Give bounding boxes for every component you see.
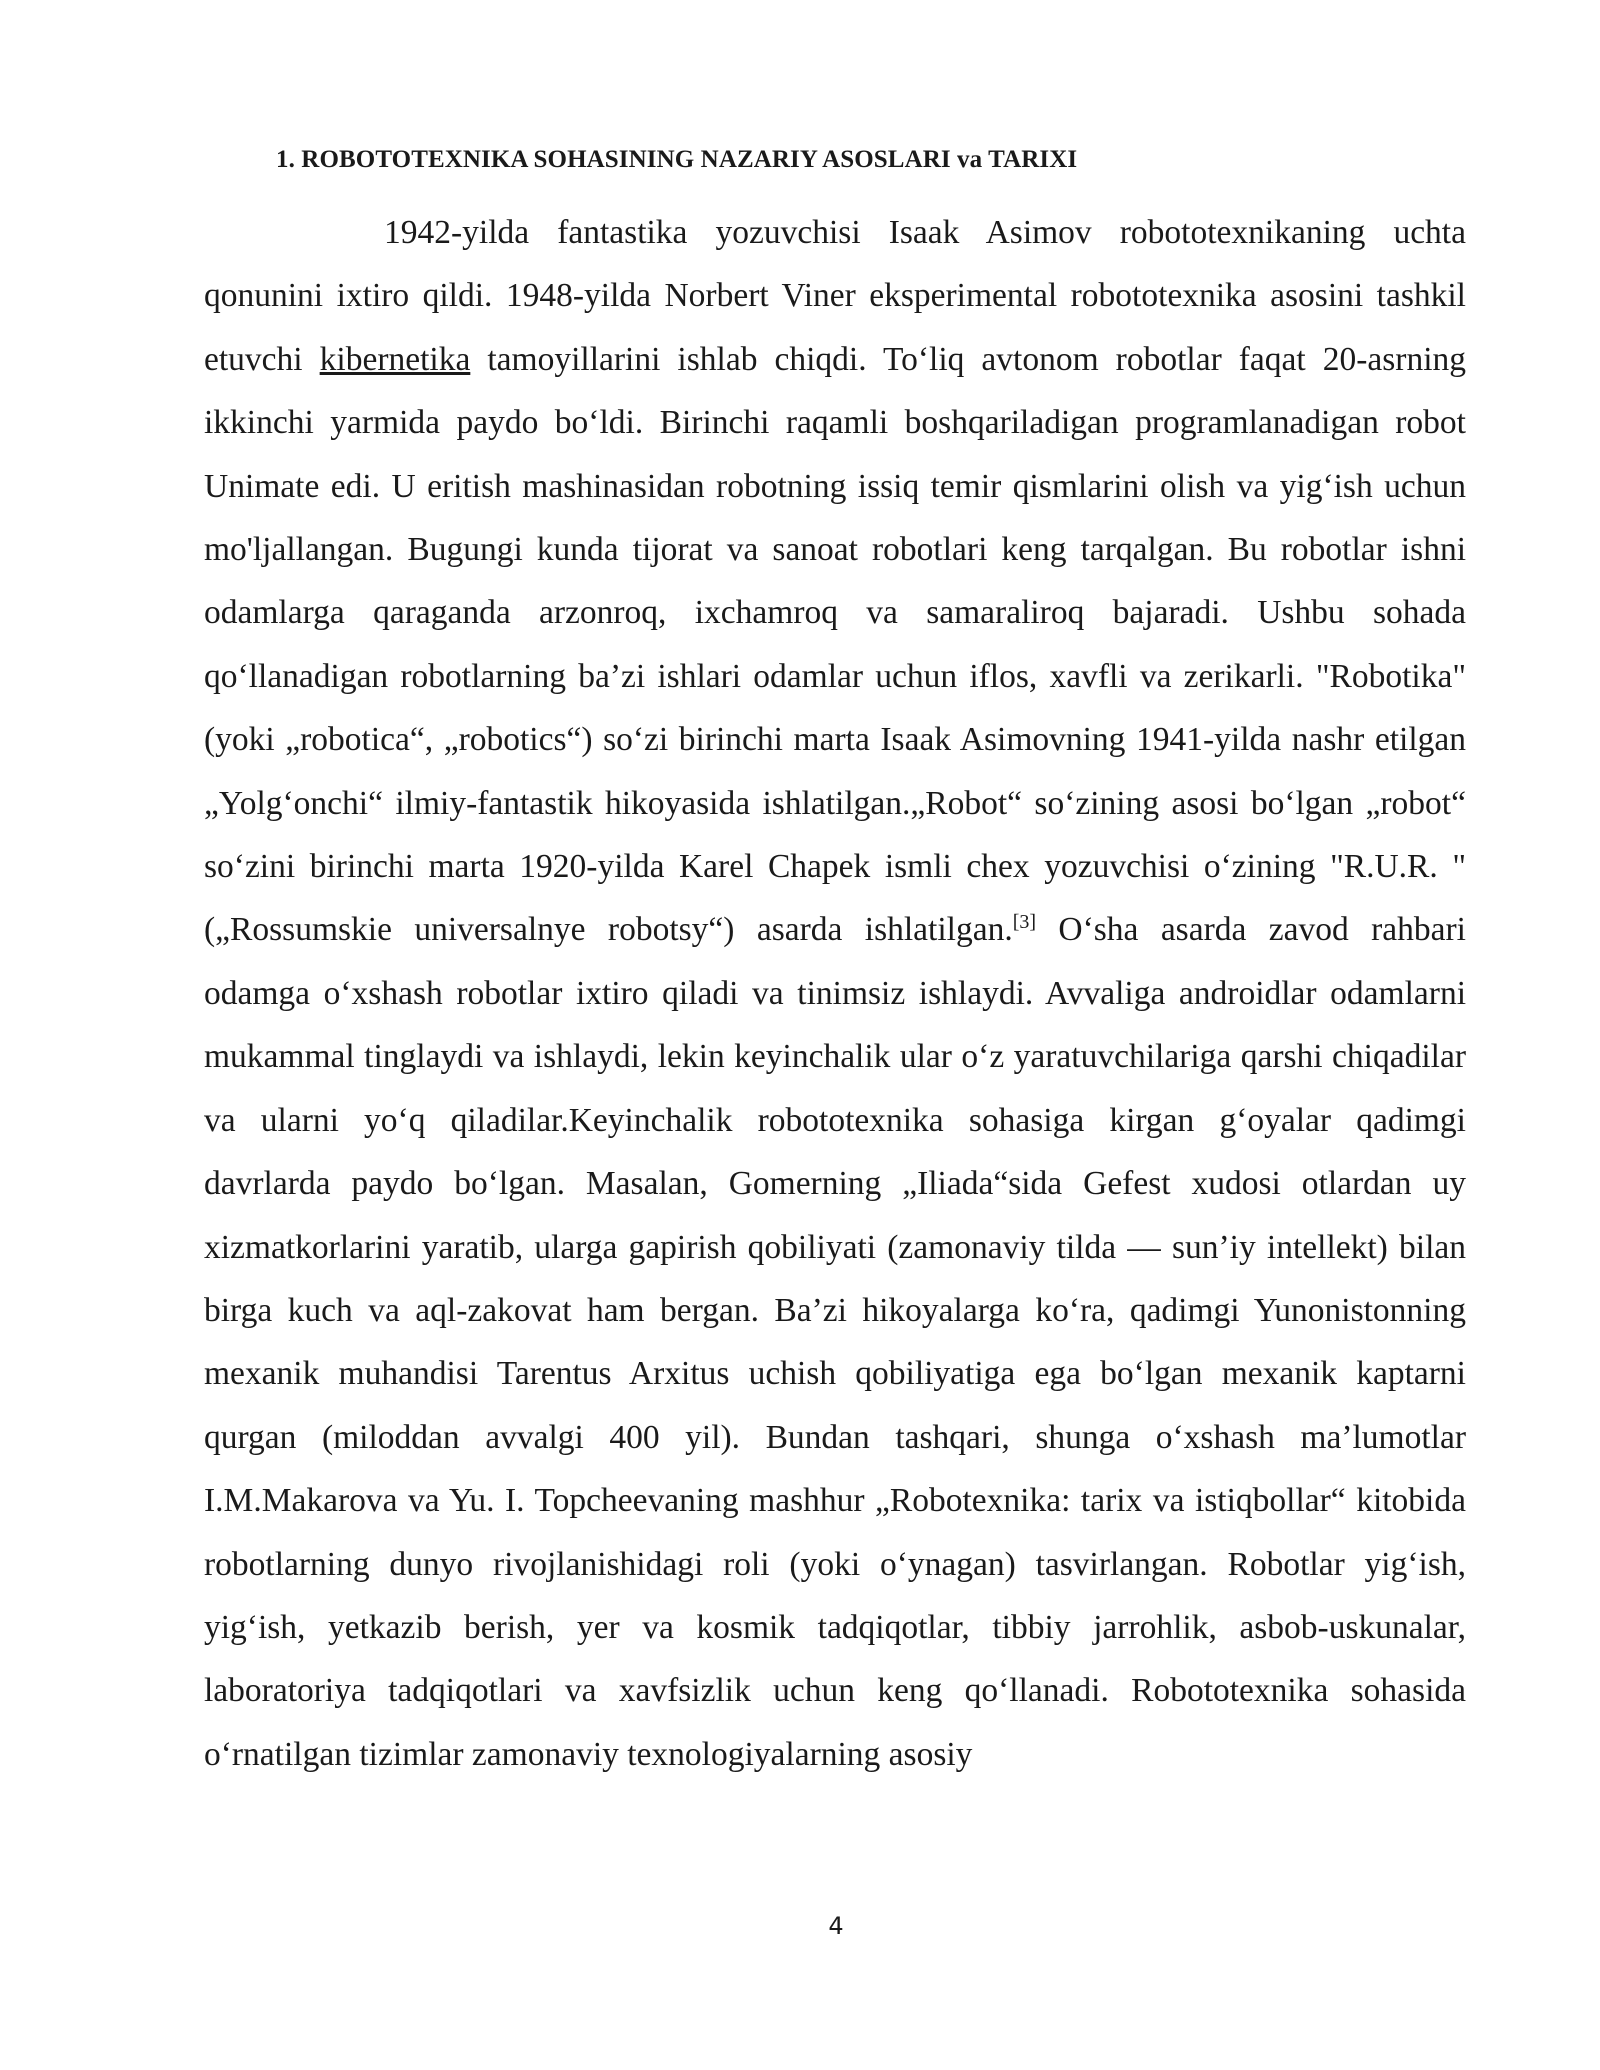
section-heading: 1. ROBOTOTEXNIKA SOHASINING NAZARIY ASOSLARI va TARIXI [276, 146, 1078, 173]
page-number: 4 [828, 1912, 844, 1940]
paragraph-text-part-3: O‘sha asarda zavod rahbari odamga o‘xshash robotlar ixtiro qiladi va tinimsiz ishlaydi. Avvaliga androidlar odamlarni mukammal tinglaydi va ishlaydi, lekin keyinchalik ular o‘z yaratuvchilariga qarshi chiqadilar va ularni yo‘q qiladilar.Keyinchalik robototexnika sohasiga kirgan g‘oyalar qadimgi davrlarda paydo bo‘lgan. Masalan, Gomerning „Iliada“sida Gefest xudosi otlardan uy xizmatkorlarini yaratib, ularga gapirish qobiliyati (zamonaviy tilda — sun’iy intellekt) bilan birga kuch va aql-zakovat ham bergan. Ba’zi hikoyalarga ko‘ra, qadimgi Yunonistonning mexanik muhandisi Tarentus Arxitus uchish qobiliyatiga ega bo‘lgan mexanik kaptarni qurgan (miloddan avvalgi 400 yil). Bundan tashqari, shunga o‘xshash ma’lumotlar I.M.Makarova va Yu. I. Topcheevaning mashhur „Robotexnika: tarix va istiqbollar“ kitobida robotlarning dunyo rivojlanishidagi roli (yoki o‘ynagan) tasvirlangan. Robotlar yig‘ish, yig‘ish, yetkazib berish, yer va kosmik tadqiqotlar, tibbiy jarrohlik, asbob-uskunalar, laboratoriya tadqiqotlari va xavfsizlik uchun keng qo‘llanadi. Robototexnika sohasida o‘rnatilgan tizimlar zamonaviy texnologiyalarning asosiy [204, 911, 1466, 1773]
kibernetika-link[interactable]: kibernetika [319, 340, 471, 378]
body-paragraph [204, 201, 1466, 1786]
footnote-reference[interactable]: [3] [1012, 911, 1037, 934]
paragraph-text-part-2: tamoyillarini ishlab chiqdi. To‘liq avtonom robotlar faqat 20-asrning ikkinchi yarmida paydo bo‘ldi. Birinchi raqamli boshqariladigan programlanadigan robot Unimate edi. U eritish mashinasidan robotning issiq temir qismlarini olish va yig‘ish uchun mo'ljallangan. Bugungi kunda tijorat va sanoat robotlari keng tarqalgan. Bu robotlar ishni odamlarga qaraganda arzonroq, ixchamroq va samaraliroq bajaradi. Ushbu sohada qo‘llanadigan robotlarning ba’zi ishlari odamlar uchun iflos, xavfli va zerikarli. "Robotika" (yoki „robotica“, „robotics“) so‘zi birinchi marta Isaak Asimovning 1941-yilda nashr etilgan „Yolg‘onchi“ ilmiy-fantastik hikoyasida ishlatilgan.„Robot“ so‘zining asosi bo‘lgan „robot“ so‘zini birinchi marta 1920-yilda Karel Chapek ismli chex yozuvchisi o‘zining "R.U.R. "(„Rossumskie universalnye robotsy“) asarda ishlatilgan. [204, 340, 1467, 949]
paragraph-text-part-1: 1942-yilda fantastika yozuvchisi Isaak Asimov robototexnikaning uchta qonunini ixtiro qildi. 1948-yilda Norbert Viner eksperimental robototexnika asosini tashkil etuvchi [204, 214, 1466, 378]
